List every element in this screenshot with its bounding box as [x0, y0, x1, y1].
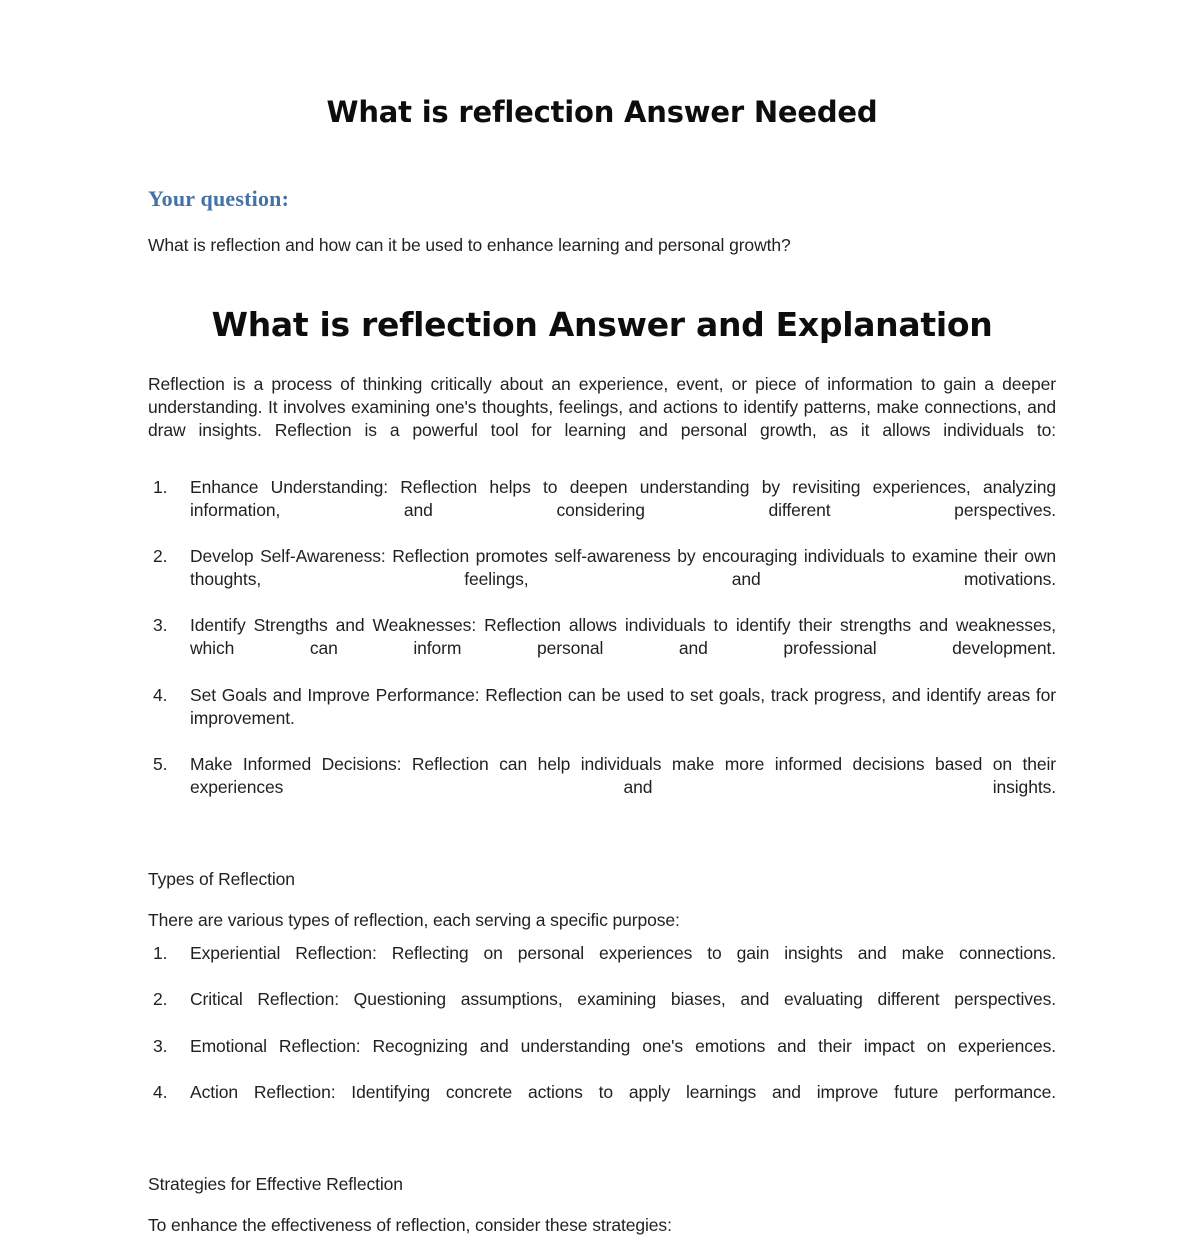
list-item: [148, 614, 1056, 683]
answer-heading: What is reflection Answer and Explanation: [211, 305, 993, 345]
list-item: [148, 545, 1056, 614]
list-item-text: Identify Strengths and Weaknesses: Reflection allows individuals to identify their strengths and weaknesses, which can inform personal and professional development.: [190, 615, 1056, 659]
list-item-text: Enhance Understanding: Reflection helps to deepen understanding by revisiting experiences, analyzing information, and considering different perspectives.: [190, 476, 1056, 520]
types-heading: Types of Reflection: [148, 869, 295, 890]
list-item-text: Make Informed Decisions: Reflection can help individuals make more informed decisions based on their experiences and insights.: [190, 753, 1056, 797]
list-item: [148, 1035, 1056, 1081]
types-lead-in: There are various types of reflection, each serving a specific purpose:: [148, 910, 680, 931]
list-item-text: Develop Self-Awareness: Reflection promotes self-awareness by encouraging individuals to examine their own thoughts, feelings, and motivations.: [190, 545, 1056, 590]
document-body: [148, 0, 1056, 1237]
page-title: What is reflection Answer Needed: [326, 95, 878, 129]
strategies-heading: Strategies for Effective Reflection: [148, 1174, 403, 1195]
list-item: [148, 753, 1056, 822]
question-text: What is reflection and how can it be used to enhance learning and personal growth?: [148, 234, 791, 255]
benefits-list: [148, 466, 1056, 822]
list-item-text: Critical Reflection: Questioning assumptions, examining biases, and evaluating different perspectives.: [190, 989, 1056, 1010]
types-list: [148, 932, 1056, 1127]
list-item-text: Experiential Reflection: Reflecting on personal experiences to gain insights and make connections.: [190, 943, 1056, 964]
list-item-text: Set Goals and Improve Performance: Reflection can be used to set goals, track progress, and identify areas for improvement.: [190, 684, 1056, 728]
list-item-text: Action Reflection: Identifying concrete actions to apply learnings and improve future performance.: [190, 1081, 1056, 1102]
list-item: [148, 476, 1056, 545]
list-item: [148, 1081, 1056, 1127]
list-item-text: Emotional Reflection: Recognizing and understanding one's emotions and their impact on experiences.: [190, 1035, 1056, 1056]
strategies-lead-in: To enhance the effectiveness of reflection, consider these strategies:: [148, 1215, 672, 1236]
question-label: Your question:: [148, 186, 290, 212]
list-item: [148, 942, 1056, 988]
intro-paragraph: Reflection is a process of thinking critically about an experience, event, or piece of information to gain a deeper understanding. It involves examining one's thoughts, feelings, and actions to identify patterns, make connections, and draw insights. Reflection is a powerful tool for learning and personal growth, as it allows individuals to:: [148, 374, 1056, 441]
list-item: [148, 684, 1056, 753]
list-item: [148, 988, 1056, 1034]
